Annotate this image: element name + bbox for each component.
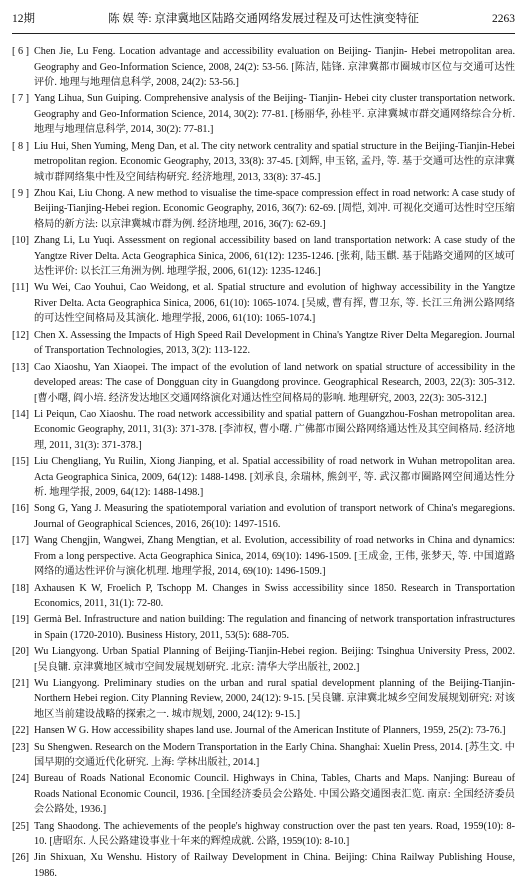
reference-text: Wang Chengjin, Wangwei, Zhang Mengtian, et al. Evolution, accessibility of road networks in China and dynamics: From a long perspective. Acta Geographica Sinica, 2014, 69(10): 1496-1509. [王成金, 王伟, 张梦天, 等. 中国道路网络的通达性评价与演化机理. 地理学报, 2014, 69(10): 1496-1509.] xyxy=(34,535,515,578)
reference-item xyxy=(12,328,515,359)
reference-item xyxy=(12,407,515,454)
reference-number: [12] xyxy=(12,329,29,341)
reference-item xyxy=(12,91,515,138)
reference-list xyxy=(12,44,515,881)
reference-item xyxy=(12,280,515,327)
reference-item xyxy=(12,44,515,91)
reference-number: [14] xyxy=(12,408,29,420)
reference-text: Tang Shaodong. The achievements of the people's highway construction over the past ten years. Road, 1959(10): 8-10. [唐昭东. 人民公路建设事业十年来的辉煌成就. 公路, 1959(10): 8-10.] xyxy=(34,820,515,848)
reference-text: Wu Liangyong. Urban Spatial Planning of Beijing-Tianjin-Hebei region. Beijing: Tsinghua University Press, 2002. [吴良镛. 京津冀地区城市空间发展规划研究. 北京: 清华大学出版社, 2002.] xyxy=(34,646,515,673)
reference-item xyxy=(12,676,515,723)
reference-number: [18] xyxy=(12,582,29,594)
reference-item xyxy=(12,186,515,233)
reference-number: [19] xyxy=(12,614,29,626)
reference-number: [15] xyxy=(12,456,29,468)
reference-item xyxy=(12,581,515,612)
reference-text: Zhang Li, Lu Yuqi. Assessment on regional accessibility based on land transportation network: A case study of the Yangtze River Delta. Acta Geographica Sinica, 2006, 61(12): 1235-1246. [张莉, 陆玉麒. 基于陆路交通网的区域可达性评价: 以长江三角洲为例. 地理学报, 2006, 61(12): 1235-1246.] xyxy=(34,235,515,278)
reference-number: [21] xyxy=(12,677,29,689)
reference-text: Zhou Kai, Liu Chong. A new method to visualise the time-space compression effect in road network: A case study of Beijing-Tianjing-Hebei region. Economic Geography, 2016, 36(7): 62-69. [周恺, 刘冲. 可视化交通可达性时空压缩格局的新方法: 以京津冀城市群为例. 经济地理, 2016, 36(7): 62-69.] xyxy=(34,187,515,230)
reference-number: [10] xyxy=(12,235,29,247)
reference-item xyxy=(12,454,515,501)
reference-number: [17] xyxy=(12,535,29,547)
reference-number: [11] xyxy=(12,282,29,294)
reference-item xyxy=(12,740,515,771)
reference-text: Liu Chengliang, Yu Ruilin, Xiong Jianping, et al. Spatial accessibility of road network in Wuhan metropolitan area. Acta Geographica Sinica, 2009, 64(12): 1488-1498. [刘承良, 余瑞林, 熊剑平, 等. 武汉都市圈路网空间通达性分析. 地理学报, 2009, 64(12): 1488-1498.] xyxy=(34,456,515,499)
reference-text: Wu Wei, Cao Youhui, Cao Weidong, et al. Spatial structure and evolution of highway accessibility in the Yangtze River Delta. Acta Geographica Sinica, 2006, 61(10): 1065-1074. [吴威, 曹有挥, 曹卫东, 等. 长江三角洲公路网络的可达性空间格局及其演化. 地理学报, 2006, 61(10): 1065-1074.] xyxy=(34,282,515,325)
reference-number: [26] xyxy=(12,852,29,864)
reference-text: Chen Jie, Lu Feng. Location advantage and accessibility evaluation on Beijing- Tianjin- Hebei metropolitan area. Geography and Geo-Information Science, 2008, 24(2): 53-56. [陈洁, 陆锋. 京津冀都市圈城市区位与交通可达性评价. 地理与地理信息科学, 2008, 24(2): 53-56.] xyxy=(34,46,515,88)
reference-text: Yang Lihua, Sun Guiping. Comprehensive analysis of the Beijing- Tianjin- Hebei city cluster transportation network. Geography and Geo-Information Science, 2014, 30(2): 77-81. [杨丽华, 孙桂平. 京津冀城市群交通网络综合分析. 地理与地理信息科学, 2014, 30(2): 77-81.] xyxy=(34,93,515,136)
reference-text: Jin Shixuan, Xu Wenshu. History of Railway Development in China. Beijing: China Railway Publishing House, 1986. xyxy=(34,852,515,879)
reference-item xyxy=(12,771,515,818)
reference-item xyxy=(12,612,515,643)
running-title: 陈 娱 等: 京津冀地区陆路交通网络发展过程及可达性演变特征 xyxy=(108,13,419,25)
reference-text: Cao Xiaoshu, Yan Xiaopei. The impact of the evolution of land network on spatial structure of accessibility in the developed areas: The case of Dongguan city in Guangdong province. Geographical Research, 2003, 22(3): 305-312. [曹小曙, 阎小培. 经济发达地区交通网络演化对通达性空间格局的影响. 地理研究, 2003, 22(3): 305-312.] xyxy=(34,361,515,404)
reference-text: Su Shengwen. Research on the Modern Transportation in the Early China. Shanghai: Xuelin Press, 2014. [苏生文. 中国早期的交通近代化研究. 上海: 学林出版社, 2014.] xyxy=(34,741,515,769)
reference-number: [ 7 ] xyxy=(12,93,29,105)
reference-number: [ 9 ] xyxy=(12,187,29,199)
reference-item xyxy=(12,501,515,532)
reference-text: Liu Hui, Shen Yuming, Meng Dan, et al. The city network centrality and spatial structure in the Beijing-Tianjin-Hebei metropolitan region. Economic Geography, 2013, 33(8): 37-45. [刘辉, 申玉铭, 孟丹, 等. 基于交通可达性的京津冀城市群网络集中性及空间结构研究. 经济地理, 2013, 33(8): 37-45.] xyxy=(34,140,515,183)
reference-item xyxy=(12,723,515,739)
reference-text: Wu Liangyong. Preliminary studies on the urban and rural spatial development planning of the Beijing-Tianjin-Northern Hebei region. City Planning Review, 2000, 24(12): 9-15. [吴良镛. 京津冀北城乡空间发展规划研究: 对该地区当前建设战略的探索之一. 城市规划, 2000, 24(12): 9-15.] xyxy=(34,677,515,720)
reference-text: Li Peiqun, Cao Xiaoshu. The road network accessibility and spatial pattern of Guangzhou-Foshan metropolitan area. Economic Geography, 2011, 31(3): 371-378. [李沛权, 曹小曙. 广佛都市圈公路网络通达性及其空间格局. 经济地理, 2011, 31(3): 371-378.] xyxy=(34,408,515,451)
reference-number: [13] xyxy=(12,361,29,373)
reference-number: [25] xyxy=(12,820,29,832)
reference-number: [ 6 ] xyxy=(12,46,29,57)
reference-item xyxy=(12,139,515,186)
reference-item xyxy=(12,360,515,407)
reference-number: [16] xyxy=(12,503,29,515)
reference-number: [ 8 ] xyxy=(12,140,29,152)
reference-text: Song G, Yang J. Measuring the spatiotemporal variation and evolution of transport network of China's megaregions. Journal of Geographical Sciences, 2016, 26(10): 1497-1516. xyxy=(34,503,515,530)
running-header xyxy=(12,10,515,30)
reference-text: Axhausen K W, Froelich P, Tschopp M. Changes in Swiss accessibility since 1850. Research in Transportation Economics, 2011, 31(1): 72-80. xyxy=(34,582,515,610)
header-rule xyxy=(12,33,515,34)
reference-text: Germà Bel. Infrastructure and nation building: The regulation and financing of network transportation infrastructures in Spain (1720-2010). Business History, 2011, 53(5): 688-705. xyxy=(34,614,515,641)
reference-number: [20] xyxy=(12,646,29,658)
page-number: 2263 xyxy=(492,13,515,25)
reference-item xyxy=(12,850,515,881)
reference-text: Chen X. Assessing the Impacts of High Speed Rail Development in China's Yangtze River Delta Megaregion. Journal of Transportation Technologies, 2013, 3(2): 113-122. xyxy=(34,329,515,357)
reference-item xyxy=(12,533,515,580)
reference-item xyxy=(12,819,515,850)
reference-number: [22] xyxy=(12,725,29,737)
reference-text: Bureau of Roads National Economic Council. Highways in China, Tables, Charts and Maps. Nanjing: Bureau of Roads National Economic Council, 1936. [全国经济委员会公路处. 中国公路交通图表汇览. 南京: 全国经济委员会公路处, 1936.] xyxy=(34,773,515,816)
issue-label: 12期 xyxy=(12,13,35,25)
reference-text: Hansen W G. How accessibility shapes land use. Journal of the American Institute of Planners, 1959, 25(2): 73-76.] xyxy=(34,725,506,737)
reference-number: [23] xyxy=(12,741,29,753)
reference-item xyxy=(12,644,515,675)
reference-item xyxy=(12,233,515,280)
reference-number: [24] xyxy=(12,773,29,785)
